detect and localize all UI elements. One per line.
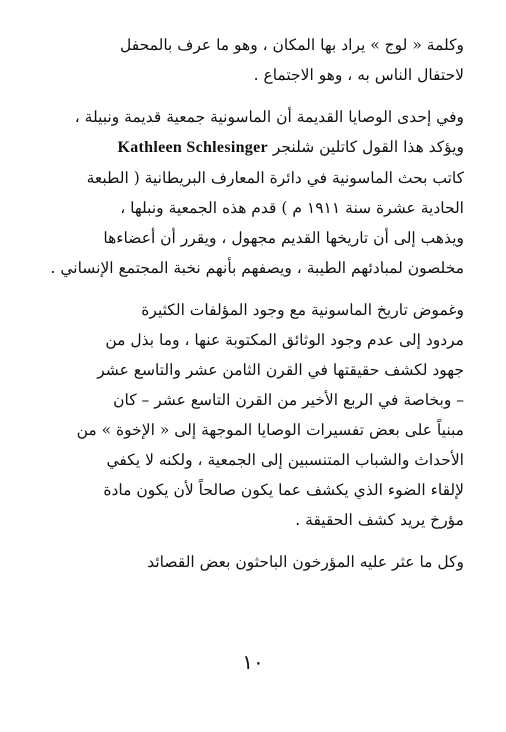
text-line: ويذهب إلى أن تاريخها القديم مجهول ، ويقرر أن أعضاءها xyxy=(103,229,464,247)
text-line: كاتب بحث الماسونية في دائرة المعارف البريطانية ( الطبعة xyxy=(86,169,464,187)
text-line: – وبخاصة في الربع الأخير من القرن التاسع عشر – كان xyxy=(113,391,464,409)
text-line: لاحتفال الناس به ، وهو الاجتماع . xyxy=(253,66,464,84)
text-line: وفي إحدى الوصايا القديمة أن الماسونية جمعية قديمة ونبيلة ، xyxy=(74,108,464,126)
text-line: مؤرخ يريد كشف الحقيقة . xyxy=(295,511,464,529)
text-line-with-latin-name xyxy=(44,132,464,163)
text-line: وكل ما عثر عليه المؤرخون الباحثون بعض القصائد xyxy=(147,553,464,571)
paragraph-3 xyxy=(44,295,464,535)
text-line: جهود لكشف حقيقتها في القرن الثامن عشر والتاسع عشر xyxy=(97,361,464,379)
paragraph-1 xyxy=(44,30,464,90)
text-line: وغموض تاريخ الماسونية مع وجود المؤلفات الكثيرة xyxy=(141,301,464,319)
text-line: وكلمة « لوج » يراد بها المكان ، وهو ما عرف بالمحفل xyxy=(120,36,464,54)
text-line: لإلقاء الضوء الذي يكشف عما يكون صالحاً لأن يكون مادة xyxy=(103,481,464,499)
text-line: الأحداث والشباب المتنسبين إلى الجمعية ، ولكنه لا يكفي xyxy=(106,451,464,469)
text-line: مبنياً على بعض تفسيرات الوصايا الموجهة إلى « الإخوة » من xyxy=(76,421,464,439)
paragraph-4 xyxy=(44,547,464,577)
text-line: مردود إلى عدم وجود الوثائق المكتوبة عنها ، وما بذل من xyxy=(105,331,464,349)
text-segment: ويؤكد هذا القول كاتلين شلنجر xyxy=(272,138,464,156)
page-body xyxy=(44,30,464,577)
paragraph-2 xyxy=(44,102,464,283)
latin-author-name: Kathleen Schlesinger xyxy=(117,139,268,156)
text-line: الحادية عشرة سنة ١٩١١ م ) قدم هذه الجمعية ونبلها ، xyxy=(120,199,464,217)
page-number: ١٠ xyxy=(242,650,264,674)
text-line: مخلصون لمبادئهم الطيبة ، ويصفهم بأنهم نخبة المجتمع الإنساني . xyxy=(50,259,464,277)
